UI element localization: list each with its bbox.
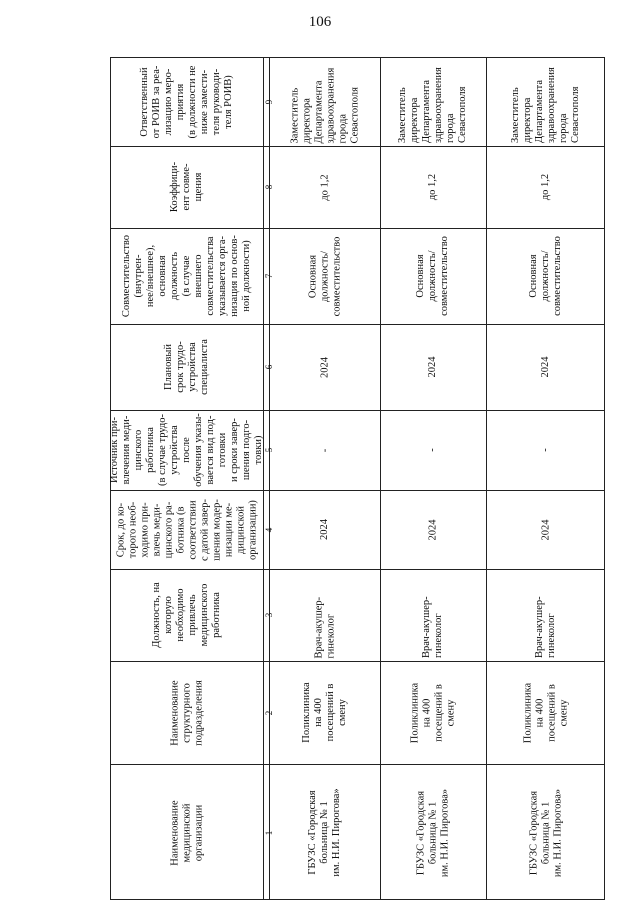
cell-unit: Поликлиника на 400 посещений в смену <box>300 682 348 743</box>
column-separator <box>111 490 604 491</box>
column-number: 3 <box>264 612 274 618</box>
cell-position: Врач-акушер- гинеколог <box>312 596 336 658</box>
header-cell: Совместительство (внутрен- нее/внешнее), основная должность (в случае внешнего совместительства указывается орга- низация по основ- ной должности) <box>121 234 252 318</box>
data-table <box>110 57 605 900</box>
column-number: 1 <box>264 830 274 835</box>
cell-unit: Поликлиника на 400 посещений в смену <box>409 682 456 743</box>
cell-unit: Поликлиника на 400 посещений в смену <box>522 682 569 743</box>
column-number: 8 <box>264 184 274 190</box>
column-separator <box>111 324 604 325</box>
cell-responsible: Заместитель директора Департамента здравоохранения города Севастополя <box>510 67 581 143</box>
cell-deadline: 2024 <box>540 519 551 540</box>
cell-planned: 2024 <box>540 356 551 378</box>
column-separator <box>111 146 604 147</box>
column-number: 7 <box>264 273 274 279</box>
page-number: 106 <box>308 14 332 30</box>
header-cell: Наименование структурного подразделения <box>169 679 204 746</box>
column-number: 2 <box>264 710 274 715</box>
cell-responsible: Заместитель директора Департамента здравоохранения города Севастополя <box>288 67 360 143</box>
header-cell: Ответственный от РОИВ за реа- лизацию меро- приятия (в должности не ниже замести- теля руководи- теля РОИВ) <box>139 65 234 139</box>
header-cell: Должность, на которую необходимо привлечь медицинского работника <box>151 582 222 648</box>
column-separator <box>111 569 604 570</box>
column-number: 6 <box>264 364 274 370</box>
cell-source: - <box>540 448 551 452</box>
header-cell: Коэффици- ент совме- щения <box>169 161 204 213</box>
column-number: 4 <box>264 527 274 532</box>
cell-org: ГБУЗС «Городская больница № 1 им. Н.И. Пирогова» <box>306 788 342 877</box>
column-number: 5 <box>264 447 274 453</box>
column-separator <box>111 228 604 229</box>
cell-position: Врач-акушер- гинеколог <box>534 596 557 658</box>
cell-org: ГБУЗС «Городская больница № 1 им. Н.И. Пирогова» <box>528 788 563 877</box>
cell-coefficient: до 1,2 <box>318 173 330 201</box>
cell-responsible: Заместитель директора Департамента здравоохранения города Севастополя <box>397 67 468 143</box>
cell-position: Врач-акушер- гинеколог <box>421 596 444 658</box>
row-separator <box>486 58 487 899</box>
header-cell: Плановый срок трудо- устройства специалиста <box>163 339 210 395</box>
cell-deadline: 2024 <box>427 519 438 540</box>
cell-planned: 2024 <box>318 356 330 378</box>
cell-coefficient: до 1,2 <box>540 173 551 201</box>
cell-deadline: 2024 <box>318 519 330 540</box>
cell-source: - <box>427 448 438 452</box>
cell-combination: Основная должность/ совместительство <box>415 236 450 316</box>
column-number: 9 <box>264 99 274 105</box>
column-separator <box>111 661 604 662</box>
column-separator <box>111 764 604 765</box>
cell-coefficient: до 1,2 <box>427 173 438 201</box>
cell-combination: Основная должность/ совместительство <box>306 236 342 316</box>
header-cell: Срок, до ко- торого необ- ходимо при- влечь меди- цинского ра- ботника (в соответствии с датой завер- шения модер- низации ме- дицинской организации) <box>115 498 258 561</box>
column-separator <box>111 410 604 411</box>
cell-source: - <box>318 448 330 452</box>
header-cell: Наименование медицинской организации <box>169 799 204 866</box>
header-cell: Источник при- влечения меди- цинского работника (в случае трудо- устройства после обучения указы- вается вид под- готовки и сроки завер- шения подго- товки) <box>109 413 264 487</box>
row-separator <box>380 58 381 899</box>
cell-combination: Основная должность/ совместительство <box>528 236 563 316</box>
cell-planned: 2024 <box>427 356 438 378</box>
cell-org: ГБУЗС «Городская больница № 1 им. Н.И. Пирогова» <box>415 788 450 877</box>
